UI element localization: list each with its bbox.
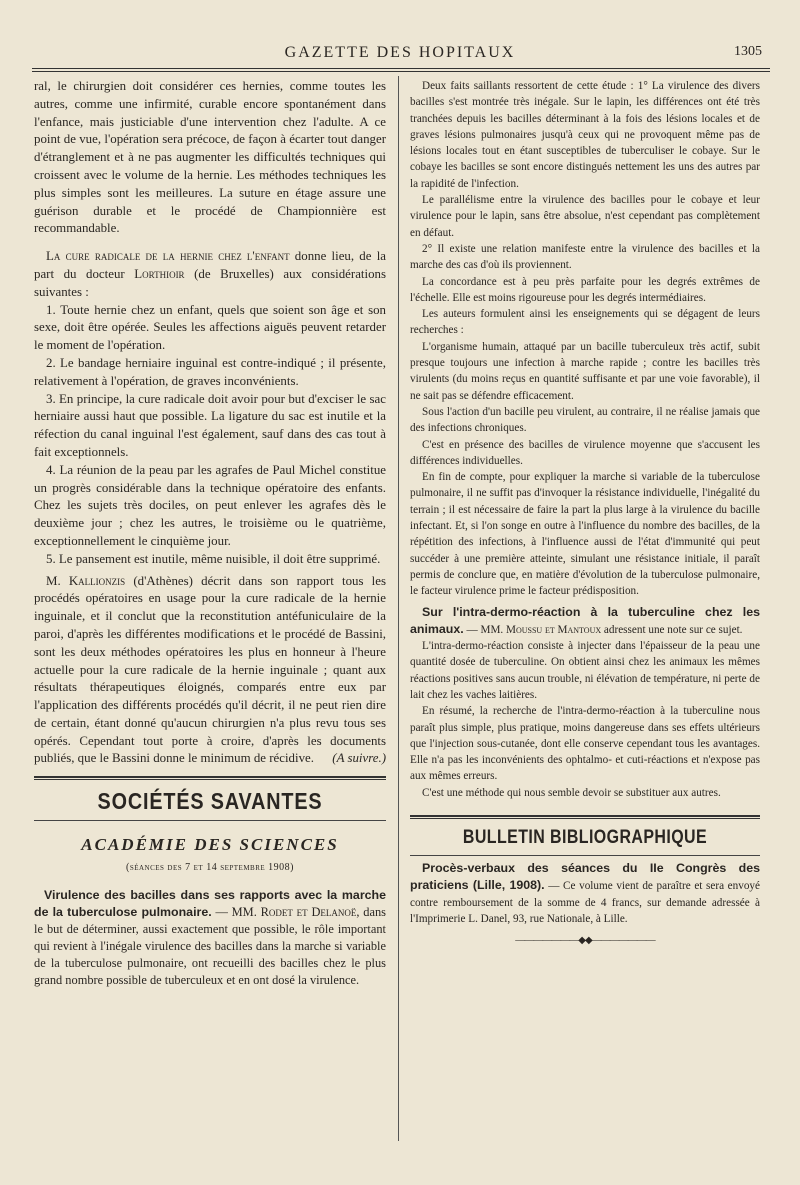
paragraph: C'est une méthode qui nous semble devoir se substituer aux autres. bbox=[422, 786, 721, 799]
bibliography-entry: Procès-verbaux des séances du IIe Congrès des praticiens (Lille, 1908). — Ce volume vient de paraître et sera envoyé contre remboursement de la somme de 4 francs, sur demande adressée à l'Imprimerie L. Danel, 93, rue Nationale, à Lille. bbox=[410, 861, 760, 925]
paragraph-cure-radicale: La cure radicale de la hernie chez l'enfant donne lieu, de la part du docteur Lorthioir (de Bruxelles) aux considérations suivantes : bbox=[34, 249, 386, 299]
right-column bbox=[410, 78, 760, 950]
list-item: 4. La réunion de la peau par les agrafes de Paul Michel constitue un progrès considérable dans la technique opératoire des enfants. Chez les sujets très dociles, on peut enlever les agrafes dès le deuxième jour ; chez les autres, le troisième ou le quatrième, exceptionnellement le cinquième jour. bbox=[34, 462, 386, 548]
article-title: Sur l'intra-dermo-réaction à la tuberculine chez les animaux. bbox=[410, 604, 760, 636]
page-number: 1305 bbox=[734, 44, 762, 59]
continued-note: (A suivre.) bbox=[332, 751, 386, 766]
paragraph-intradermo: Sur l'intra-dermo-réaction à la tuberculine chez les animaux. — MM. Moussu et Mantoux adressent une note sur ce sujet. bbox=[410, 604, 760, 636]
left-column bbox=[34, 78, 386, 989]
column-divider bbox=[398, 76, 399, 1141]
paragraph: En résumé, la recherche de l'intra-dermo-réaction à la tuberculine nous paraît plus simple, plus pratique, moins dangereuse dans ses effets ultérieurs que l'injection sous-cutanée, dont elle conserve cependant tous les avantages. Elle n'a pas les inconvénients des ophtalmo- et cuti-réactions et n'expose pas aux mêmes erreurs. bbox=[410, 705, 760, 783]
author-name: Lorthioir bbox=[134, 266, 185, 281]
thin-rule bbox=[410, 855, 760, 856]
paragraph: L'intra-dermo-réaction consiste à injecter dans l'épaisseur de la peau une quantité dosée de tuberculine. On obtient ainsi chez les animaux les mêmes réactions positives sans aucun trouble, ni élévation de température, ni perte de lait chez les vaches laitières. bbox=[410, 640, 760, 701]
paragraph: 2° Il existe une relation manifeste entre la virulence des bacilles et la marche des cas d'où ils proviennent. bbox=[410, 242, 760, 272]
thin-rule bbox=[34, 820, 386, 821]
paragraph: C'est en présence des bacilles de virulence moyenne que s'accusent les différences individuelles. bbox=[410, 438, 760, 467]
paragraph: Le parallélisme entre la virulence des bacilles pour le cobaye et leur virulence pour le lapin, sans être absolue, n'est cependant pas complètement en défaut. bbox=[410, 194, 760, 239]
section-title: SOCIÉTÉS SAVANTES bbox=[97, 788, 323, 815]
list-item: 1. Toute hernie chez un enfant, quels que soient son âge et son sexe, doit être opérée. Seules les affections aiguës peuvent retarder le moment de l'opération. bbox=[34, 302, 386, 353]
list-item: 2. Le bandage herniaire inguinal est contre-indiqué ; il présente, relativement à l'opération, de graves inconvénients. bbox=[34, 355, 386, 388]
paragraph: En fin de compte, pour expliquer la marche si variable de la tuberculose pulmonaire, il ne suffit pas d'invoquer la résistance individuelle, l'inégalité du terrain ; il est nécessaire de faire la part la plus large à la virulence du bacille infectant. Et, si l'on songe en outre à l'influence du nombre des bacilles, de la répétition des infections, à l'influence aussi de l'état d'immunité qui peut succéder à une première atteinte, simulant une résistance initiale, il paraît permis de conclure que, en matière d'évolution de la tuberculose pulmonaire, le facteur virulence prime le facteur prédisposition. bbox=[410, 471, 760, 598]
paragraph: La concordance est à peu près parfaite pour les degrés extrêmes de l'échelle. Elle est moins rigoureuse pour les degrés intermédiaires. bbox=[410, 275, 760, 304]
paragraph: Sous l'action d'un bacille peu virulent, au contraire, il ne réalise jamais que des infections chroniques. bbox=[410, 405, 760, 435]
author-names: Moussu et Mantoux bbox=[506, 623, 602, 636]
page-header bbox=[30, 40, 770, 66]
section-title: BULLETIN BIBLIOGRAPHIQUE bbox=[462, 827, 708, 849]
paragraph: Les auteurs formulent ainsi les enseignements qui se dégagent de leurs recherches : bbox=[410, 308, 760, 337]
journal-title: GAZETTE DES HOPITAUX bbox=[284, 44, 516, 61]
header-rule bbox=[32, 68, 770, 72]
session-dates: (séances des 7 et 14 septembre 1908) bbox=[125, 862, 294, 874]
list-item: 3. En principe, la cure radicale doit avoir pour but d'exciser le sac herniaire aussi haut que possible. La ligature du sac est inutile et la réfection du canal inguinal l'est également, sauf dans des cas tout à fait exceptionnels. bbox=[34, 391, 386, 459]
paragraph-kallionzis: M. Kallionzis (d'Athènes) décrit dans son rapport tous les procédés opératoires en usage pour la cure radicale de la hernie inguinale, et il conclut que la reconstitution antéfuniculaire de la paroi, d'après les différentes modifications et le procédé de Bassini, sont les deux méthodes opératoires les plus en honneur à l'heure actuelle pour la cure radicale de la hernie inguinale ; quant aux résultats thérapeutiques éloignés, comparés entre eux par l'application des différents procédés qu'il décrit, il ne peut rien dire de certain, étant donné qu'aucun chirurgien n'a plus revu tous ses opérés. Cependant tout porte à croire, d'après les documents publiés, que le Bassini donne le minimum de récidive. (A suivre.) bbox=[34, 573, 386, 769]
entry-title: Procès-verbaux des séances du IIe Congrès des praticiens (Lille, 1908). bbox=[410, 861, 760, 893]
paragraph: Deux faits saillants ressortent de cette étude : 1° La virulence des divers bacilles s'est montrée très inégale. Sur le lapin, les différences ont été très tranchées depuis les bacilles déterminant à la fois des lésions locales et de graves lésions pulmonaires jusqu'à ceux qui ne provoquent même pas de lésions locales tout en étant susceptibles de tuberculiser le cobaye. Sur le cobaye les bacilles se sont encore distingués nettement les uns des autres par la rapidité de l'infection. bbox=[410, 80, 760, 190]
section-rule bbox=[410, 815, 760, 819]
paragraph-continuation: ral, le chirurgien doit considérer ces hernies, comme toutes les autres, comme une infirmité, curable encore spontanément dans l'enfance, mais justiciable d'une intervention chez l'adulte. A ce point de vue, l'opération sera précoce, de façon à écarter tout danger d'étranglement et à ne pas augmenter les difficultés techniques qui croissent avec le volume de la hernie. Les méthodes techniques les plus simples sont les meilleures. La suture en étage assure une guérison durable et le procédé de Championnière est recommandable. bbox=[34, 79, 386, 236]
paragraph-virulence: Virulence des bacilles dans ses rapports avec la marche de la tuberculose pulmonaire. — MM. Rodet et Delanoë, dans le but de déterminer, aussi exactement que possible, le rôle important qui revient à l'inégale virulence des bacilles dans la marche si variable de la tuberculose pulmonaire, ont recueilli des bacilles chez le plus grand nombre possible de tuberculeux et en ont dosé la virulence. bbox=[34, 888, 386, 988]
subsection-title: ACADÉMIE DES SCIENCES bbox=[81, 835, 339, 855]
paragraph: L'organisme humain, attaqué par un bacille tuberculeux très actif, subit presque toujours une infection à marche rapide ; contre les bacilles très virulents (du moins reçus en quantité suffisante et par une voie favorable), il ne sait pas se défendre efficacement. bbox=[410, 340, 760, 402]
academy-report bbox=[34, 887, 386, 989]
list-item: 5. Le pansement est inutile, même nuisible, il doit être supprimé. bbox=[46, 551, 381, 566]
article-title: Virulence des bacilles dans ses rapports avec la marche de la tuberculose pulmonaire. bbox=[34, 888, 386, 920]
author-names: Rodet et Delanoë, bbox=[260, 905, 360, 920]
section-rule bbox=[34, 776, 386, 780]
lead-in: La cure radicale de la hernie chez l'enfant bbox=[46, 249, 290, 264]
ornament: ———————◆◆——————— bbox=[515, 935, 655, 947]
author-name: M. Kallionzis bbox=[46, 573, 126, 588]
